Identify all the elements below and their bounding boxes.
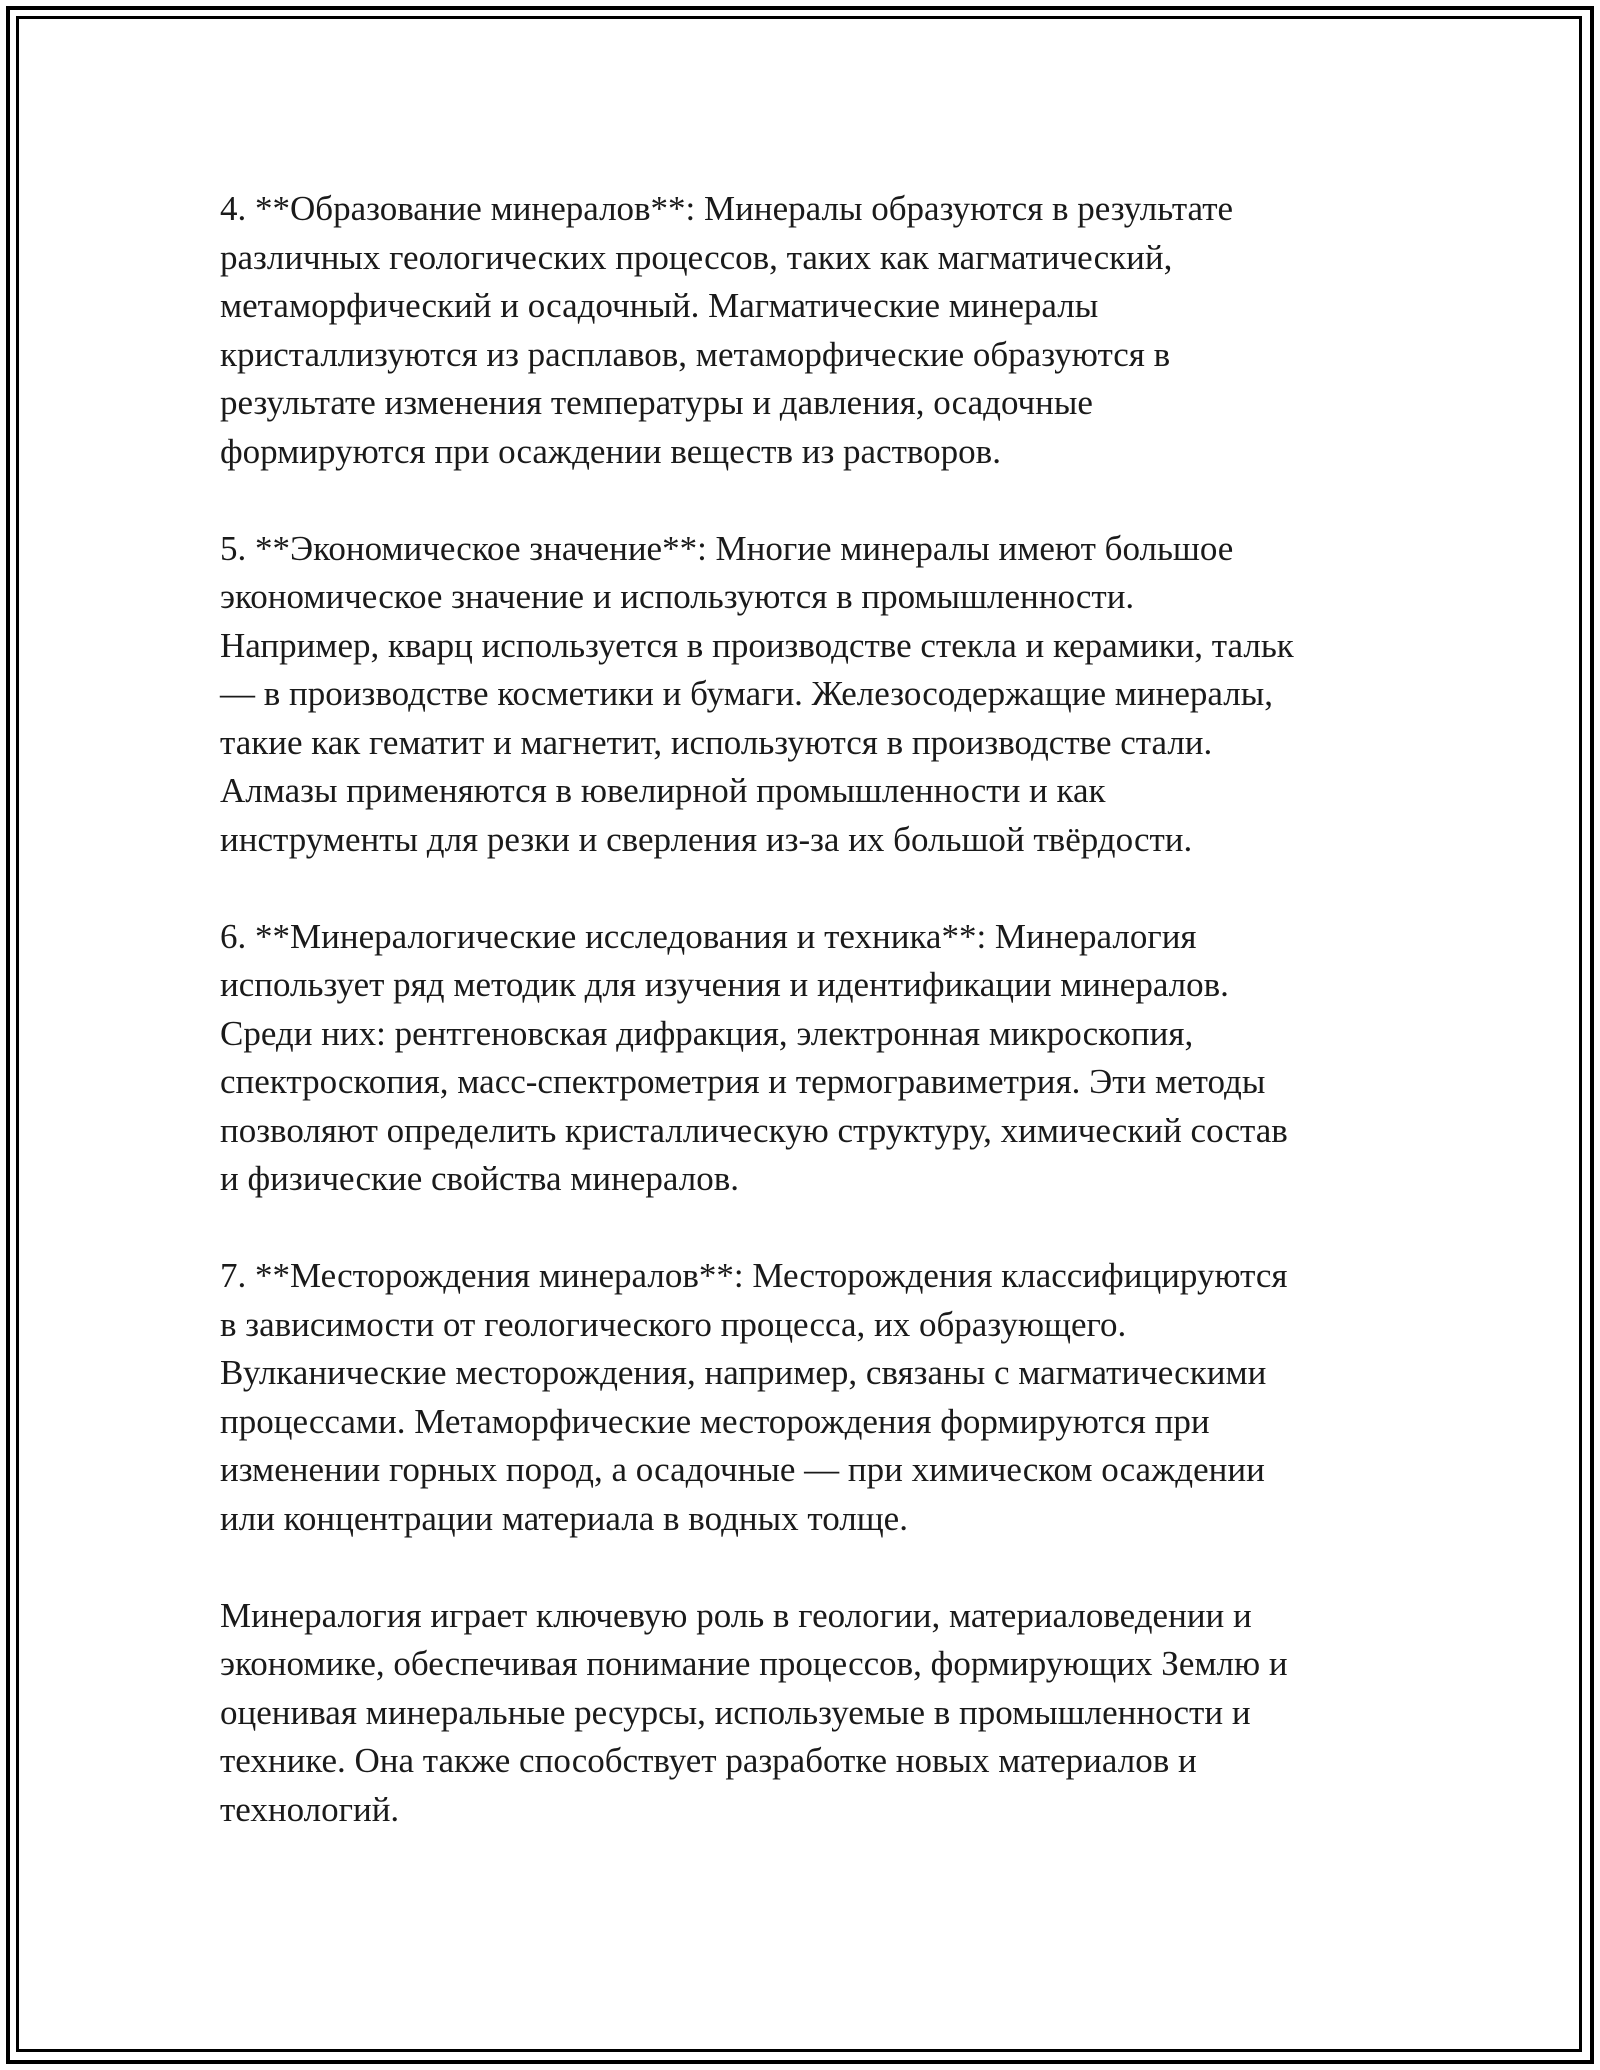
paragraph-research-techniques: 6. **Минералогические исследования и техника**: Минералогия использует ряд методик для изучения и идентификации минералов. Среди них: рентгеновская дифракция, электронная микроскопия, спектроскопия, масс-спектрометрия и термогравиметрия. Эти методы позволяют определить кристаллическую структуру, химический состав и физические свойства минералов. <box>220 916 1288 1198</box>
paragraph-mineral-deposits: 7. **Месторождения минералов**: Месторождения классифицируются в зависимости от геологического процесса, их образующего. Вулканические месторождения, например, связаны с магматическими процессами. Метаморфические месторождения формируются при изменении горных пород, а осадочные — при химическом осаждении или концентрации материала в водных толще. <box>220 1256 1288 1538</box>
document-body <box>220 185 1420 1883</box>
paragraph-economic-significance: 5. **Экономическое значение**: Многие минералы имеют большое экономическое значение и используются в промышленности. Например, кварц используется в производстве стекла и керамики, тальк — в производстве косметики и бумаги. Железосодержащие минералы, такие как гематит и магнетит, используются в производстве стали. Алмазы применяются в ювелирной промышленности и как инструменты для резки и сверления из-за их большой твёрдости. <box>220 528 1294 859</box>
paragraph-mineral-formation: 4. **Образование минералов**: Минералы образуются в результате различных геологических процессов, таких как магматический, метаморфический и осадочный. Магматические минералы кристаллизуются из расплавов, метаморфические образуются в результате изменения температуры и давления, осадочные формируются при осаждении веществ из растворов. <box>220 189 1234 471</box>
paragraph-conclusion: Минералогия играет ключевую роль в геологии, материаловедении и экономике, обеспечивая понимание процессов, формирующих Землю и оценивая минеральные ресурсы, используемые в промышленности и технике. Она также способствует разработке новых материалов и технологий. <box>220 1595 1288 1829</box>
